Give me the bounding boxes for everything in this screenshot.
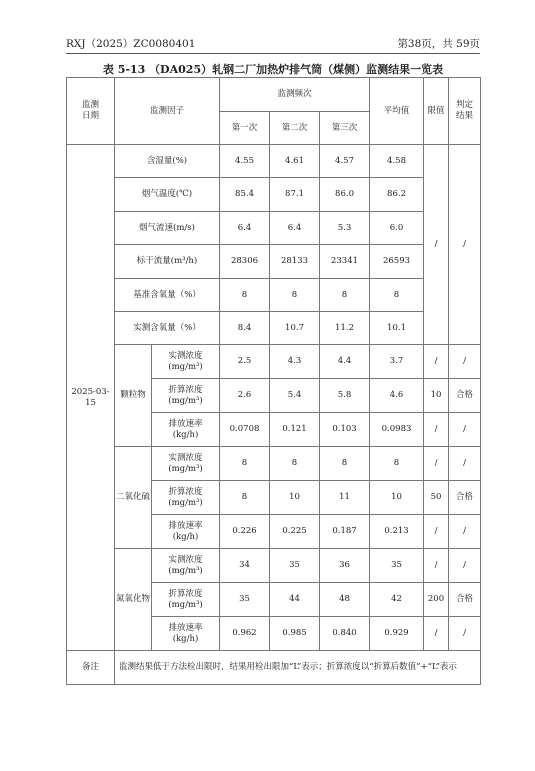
col-header-average: 平均值 <box>370 78 424 145</box>
value-third: 0.187 <box>320 515 370 549</box>
value-third: 5.8 <box>320 379 370 413</box>
value-first: 2.5 <box>220 345 270 379</box>
value-limit: / <box>424 413 449 447</box>
parameter-label: 标干流量(m³/h) <box>115 245 220 279</box>
value-third: 36 <box>320 549 370 583</box>
value-average: 0.213 <box>370 515 424 549</box>
note-row <box>67 651 481 685</box>
table-row <box>67 312 481 345</box>
parameter-label: 实测含氧量（%） <box>115 312 220 345</box>
table-row <box>67 549 481 583</box>
pollutant-name: 氮氧化物 <box>115 549 152 651</box>
value-limit: / <box>424 345 449 379</box>
table-row <box>67 345 481 379</box>
col-header-limit: 限值 <box>424 78 449 145</box>
monitoring-date: 2025-03-15 <box>67 145 115 651</box>
pollutant-name: 颗粒物 <box>115 345 152 447</box>
parameter-limit: / <box>424 145 449 345</box>
value-judgement: / <box>449 447 481 481</box>
value-third: 0.103 <box>320 413 370 447</box>
value-first: 8 <box>220 481 270 515</box>
value-average: 4.6 <box>370 379 424 413</box>
value-first: 0.962 <box>220 617 270 651</box>
value-average: 8 <box>370 447 424 481</box>
document-number: RXJ（2025）ZC0080401 <box>66 38 196 50</box>
value-limit: / <box>424 515 449 549</box>
value-average: 26593 <box>370 245 424 279</box>
value-average: 42 <box>370 583 424 617</box>
value-first: 8.4 <box>220 312 270 345</box>
value-average: 3.7 <box>370 345 424 379</box>
col-header-second: 第二次 <box>270 112 320 145</box>
value-average: 86.2 <box>370 178 424 212</box>
pollutant-metric-label: 实测浓度 (mg/m³) <box>152 447 220 481</box>
value-average: 4.58 <box>370 145 424 178</box>
value-third: 4.57 <box>320 145 370 178</box>
col-header-first: 第一次 <box>220 112 270 145</box>
pollutant-metric-label: 折算浓度 (mg/m³) <box>152 379 220 413</box>
value-judgement: / <box>449 345 481 379</box>
value-second: 10.7 <box>270 312 320 345</box>
value-second: 0.225 <box>270 515 320 549</box>
note-label: 备注 <box>67 651 115 685</box>
value-second: 8 <box>270 447 320 481</box>
pollutant-metric-label: 实测浓度 (mg/m³) <box>152 549 220 583</box>
col-header-factor: 监测因子 <box>115 78 220 145</box>
value-second: 87.1 <box>270 178 320 212</box>
value-average: 0.0983 <box>370 413 424 447</box>
value-third: 5.3 <box>320 212 370 245</box>
value-third: 0.840 <box>320 617 370 651</box>
value-third: 48 <box>320 583 370 617</box>
value-limit: 50 <box>424 481 449 515</box>
value-second: 35 <box>270 549 320 583</box>
value-average: 10.1 <box>370 312 424 345</box>
value-third: 23341 <box>320 245 370 279</box>
value-second: 44 <box>270 583 320 617</box>
value-average: 35 <box>370 549 424 583</box>
value-first: 35 <box>220 583 270 617</box>
value-judgement: / <box>449 413 481 447</box>
header-divider <box>66 53 480 54</box>
table-row <box>67 279 481 312</box>
value-second: 4.3 <box>270 345 320 379</box>
value-first: 0.226 <box>220 515 270 549</box>
monitoring-results-table <box>66 77 481 685</box>
value-third: 4.4 <box>320 345 370 379</box>
value-third: 8 <box>320 279 370 312</box>
value-second: 0.121 <box>270 413 320 447</box>
value-average: 0.929 <box>370 617 424 651</box>
value-average: 6.0 <box>370 212 424 245</box>
value-judgement: / <box>449 617 481 651</box>
value-first: 6.4 <box>220 212 270 245</box>
table-row <box>67 178 481 212</box>
value-limit: 10 <box>424 379 449 413</box>
parameter-judgement: / <box>449 145 481 345</box>
table-row <box>67 212 481 245</box>
parameter-label: 烟气流速(m/s) <box>115 212 220 245</box>
table-row <box>67 245 481 279</box>
value-first: 28306 <box>220 245 270 279</box>
value-first: 4.55 <box>220 145 270 178</box>
value-limit: / <box>424 617 449 651</box>
value-limit: / <box>424 549 449 583</box>
pollutant-name: 二氧化硫 <box>115 447 152 549</box>
pollutant-metric-label: 实测浓度 (mg/m³) <box>152 345 220 379</box>
value-first: 2.6 <box>220 379 270 413</box>
value-first: 85.4 <box>220 178 270 212</box>
col-header-date: 监测 日期 <box>67 78 115 145</box>
parameter-label: 基准含氧量（%） <box>115 279 220 312</box>
value-limit: / <box>424 447 449 481</box>
value-second: 28133 <box>270 245 320 279</box>
value-judgement: 合格 <box>449 379 481 413</box>
value-second: 10 <box>270 481 320 515</box>
value-judgement: 合格 <box>449 583 481 617</box>
value-second: 0.985 <box>270 617 320 651</box>
parameter-label: 含湿量(%) <box>115 145 220 178</box>
value-second: 5.4 <box>270 379 320 413</box>
value-judgement: 合格 <box>449 481 481 515</box>
parameter-label: 烟气温度(℃) <box>115 178 220 212</box>
value-average: 8 <box>370 279 424 312</box>
col-header-judgement: 判定 结果 <box>449 78 481 145</box>
col-header-frequency: 监测频次 <box>220 78 370 112</box>
value-judgement: / <box>449 549 481 583</box>
value-third: 11 <box>320 481 370 515</box>
pollutant-metric-label: 排放速率 (kg/h) <box>152 617 220 651</box>
value-second: 6.4 <box>270 212 320 245</box>
table-title: 表 5-13 （DA025）轧钢二厂加热炉排气筒（煤侧）监测结果一览表 <box>102 63 444 76</box>
value-first: 34 <box>220 549 270 583</box>
value-second: 4.61 <box>270 145 320 178</box>
col-header-third: 第三次 <box>320 112 370 145</box>
value-limit: 200 <box>424 583 449 617</box>
pollutant-metric-label: 排放速率 (kg/h) <box>152 515 220 549</box>
value-third: 8 <box>320 447 370 481</box>
pollutant-metric-label: 排放速率 (kg/h) <box>152 413 220 447</box>
value-average: 10 <box>370 481 424 515</box>
pollutant-metric-label: 折算浓度 (mg/m³) <box>152 481 220 515</box>
value-second: 8 <box>270 279 320 312</box>
pollutant-metric-label: 折算浓度 (mg/m³) <box>152 583 220 617</box>
value-third: 11.2 <box>320 312 370 345</box>
value-third: 86.0 <box>320 178 370 212</box>
value-judgement: / <box>449 515 481 549</box>
page-header <box>66 36 480 52</box>
page-number: 第38页，共 59页 <box>397 38 480 50</box>
table-row <box>67 145 481 178</box>
value-first: 8 <box>220 447 270 481</box>
value-first: 8 <box>220 279 270 312</box>
table-row <box>67 447 481 481</box>
value-first: 0.0708 <box>220 413 270 447</box>
note-text: 监测结果低于方法检出限时，结果用检出限加“L”表示；折算浓度以“折算后数值”+“L”表示 <box>115 651 481 685</box>
